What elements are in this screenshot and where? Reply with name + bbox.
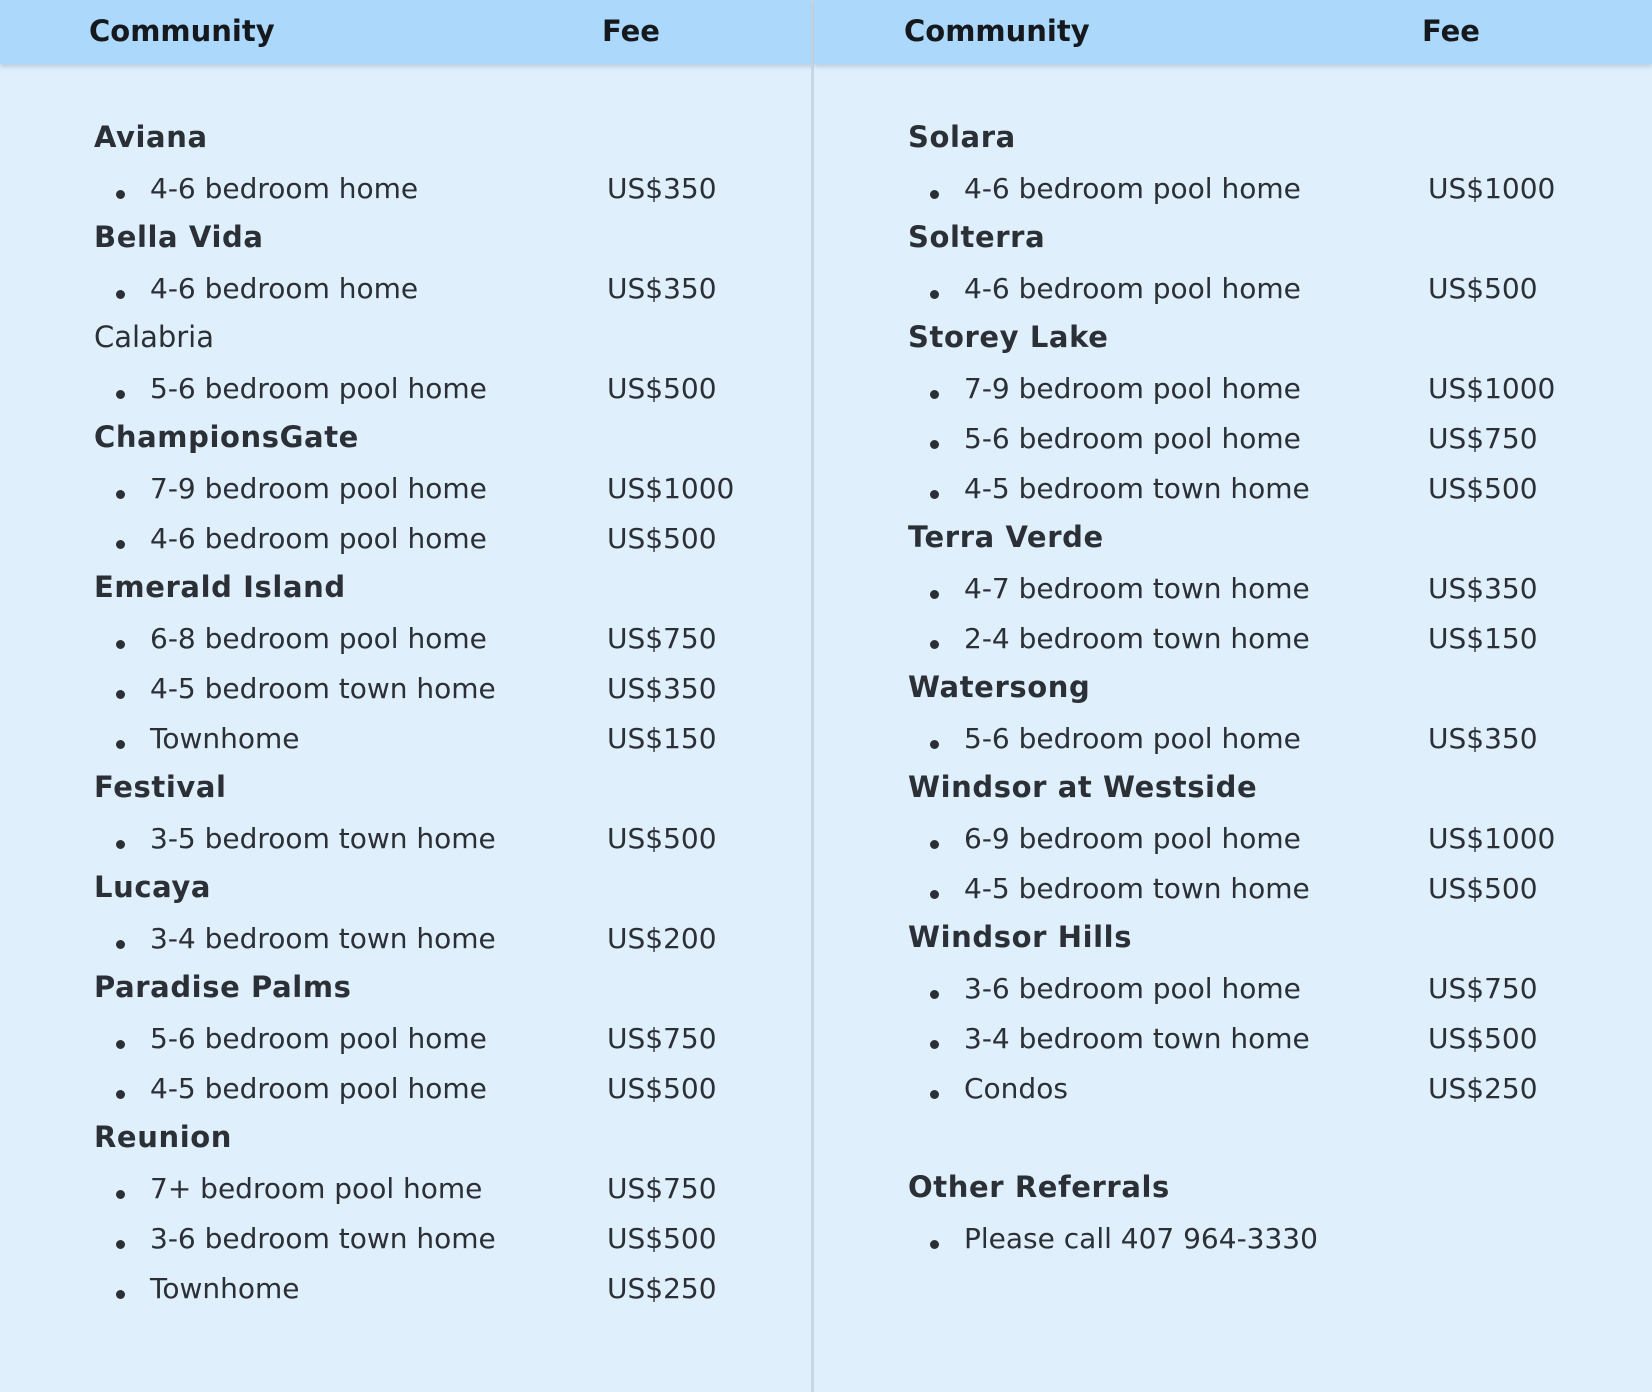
home-type-label: 3-6 bedroom pool home — [964, 972, 1301, 1005]
bullet-icon — [930, 190, 939, 199]
community-name: Calabria — [94, 320, 215, 354]
home-type-label: Townhome — [150, 1272, 300, 1305]
bullet-icon — [116, 1040, 125, 1049]
home-type-label: 4-6 bedroom pool home — [150, 522, 487, 555]
home-type-row — [0, 264, 812, 314]
fee-value: US$350 — [607, 272, 717, 305]
home-type-label: 4-5 bedroom town home — [964, 472, 1310, 505]
home-type-row — [814, 464, 1652, 514]
community-name: ChampionsGate — [94, 420, 359, 454]
fee-value: US$350 — [1428, 572, 1538, 605]
left-column — [0, 0, 812, 1392]
bullet-icon — [116, 1290, 125, 1299]
fee-value: US$750 — [607, 1172, 717, 1205]
fee-value: US$500 — [1428, 1022, 1538, 1055]
community-heading-row — [0, 114, 812, 164]
bullet-icon — [930, 290, 939, 299]
fee-value: US$1000 — [607, 472, 735, 505]
home-type-label: 4-5 bedroom pool home — [150, 1072, 487, 1105]
home-type-row — [0, 714, 812, 764]
community-name: Aviana — [94, 120, 208, 154]
home-type-label: 3-4 bedroom town home — [964, 1022, 1310, 1055]
community-name: Windsor Hills — [908, 920, 1133, 954]
community-column-heading: Community — [904, 14, 1090, 48]
home-type-row — [814, 714, 1652, 764]
bullet-icon — [930, 840, 939, 849]
right-column — [814, 0, 1652, 1392]
fee-value: US$1000 — [1428, 372, 1556, 405]
bullet-icon — [930, 390, 939, 399]
home-type-label: 4-5 bedroom town home — [964, 872, 1310, 905]
home-type-row — [0, 814, 812, 864]
community-heading-row — [0, 964, 812, 1014]
home-type-row — [814, 864, 1652, 914]
home-type-row — [0, 1014, 812, 1064]
home-type-label: 6-9 bedroom pool home — [964, 822, 1301, 855]
home-type-row — [814, 414, 1652, 464]
home-type-label: Please call 407 964-3330 — [964, 1222, 1318, 1255]
bullet-icon — [930, 740, 939, 749]
home-type-label: 7-9 bedroom pool home — [150, 472, 487, 505]
bullet-icon — [930, 590, 939, 599]
fee-value: US$1000 — [1428, 172, 1556, 205]
fee-value: US$250 — [1428, 1072, 1538, 1105]
home-type-label: 3-4 bedroom town home — [150, 922, 496, 955]
home-type-row — [0, 1064, 812, 1114]
home-type-label: 4-5 bedroom town home — [150, 672, 496, 705]
home-type-row — [814, 264, 1652, 314]
home-type-label: Townhome — [150, 722, 300, 755]
fee-value: US$150 — [1428, 622, 1538, 655]
home-type-label: Condos — [964, 1072, 1068, 1105]
bullet-icon — [116, 290, 125, 299]
bullet-icon — [116, 940, 125, 949]
fee-value: US$500 — [1428, 472, 1538, 505]
fee-value: US$350 — [1428, 722, 1538, 755]
home-type-row — [0, 1214, 812, 1264]
fee-value: US$350 — [607, 672, 717, 705]
home-type-row — [0, 514, 812, 564]
home-type-label: 7-9 bedroom pool home — [964, 372, 1301, 405]
home-type-row — [0, 1164, 812, 1214]
community-name: Other Referrals — [908, 1170, 1170, 1204]
home-type-row — [0, 164, 812, 214]
community-name: Windsor at Westside — [908, 770, 1258, 804]
column-header — [814, 0, 1652, 64]
bullet-icon — [116, 1190, 125, 1199]
home-type-row — [814, 364, 1652, 414]
fee-value: US$250 — [607, 1272, 717, 1305]
fee-value: US$750 — [607, 622, 717, 655]
community-name: Emerald Island — [94, 570, 346, 604]
community-name: Storey Lake — [908, 320, 1109, 354]
home-type-label: 4-6 bedroom home — [150, 272, 419, 305]
community-list — [0, 114, 812, 1314]
bullet-icon — [116, 1090, 125, 1099]
bullet-icon — [116, 1240, 125, 1249]
home-type-label: 5-6 bedroom pool home — [150, 372, 487, 405]
home-type-row — [814, 1214, 1652, 1264]
community-name: Terra Verde — [908, 520, 1104, 554]
community-heading-row — [814, 114, 1652, 164]
bullet-icon — [116, 690, 125, 699]
fee-value: US$500 — [1428, 272, 1538, 305]
home-type-label: 4-7 bedroom town home — [964, 572, 1310, 605]
fee-value: US$750 — [1428, 422, 1538, 455]
community-list — [814, 114, 1652, 1264]
community-heading-row — [0, 214, 812, 264]
bullet-icon — [116, 540, 125, 549]
home-type-label: 4-6 bedroom home — [150, 172, 419, 205]
bullet-icon — [930, 1240, 939, 1249]
bullet-icon — [930, 1040, 939, 1049]
home-type-label: 5-6 bedroom pool home — [964, 722, 1301, 755]
home-type-label: 6-8 bedroom pool home — [150, 622, 487, 655]
home-type-label: 5-6 bedroom pool home — [964, 422, 1301, 455]
bullet-icon — [116, 640, 125, 649]
bullet-icon — [930, 440, 939, 449]
fee-column-heading: Fee — [602, 14, 660, 48]
home-type-label: 4-6 bedroom pool home — [964, 172, 1301, 205]
bullet-icon — [116, 390, 125, 399]
home-type-label: 3-6 bedroom town home — [150, 1222, 496, 1255]
community-heading-row — [814, 914, 1652, 964]
bullet-icon — [930, 990, 939, 999]
fee-value: US$150 — [607, 722, 717, 755]
bullet-icon — [930, 1090, 939, 1099]
home-type-row — [0, 464, 812, 514]
home-type-row — [814, 164, 1652, 214]
home-type-row — [814, 814, 1652, 864]
community-heading-row — [0, 864, 812, 914]
fee-value: US$350 — [607, 172, 717, 205]
home-type-label: 3-5 bedroom town home — [150, 822, 496, 855]
community-heading-row — [0, 1114, 812, 1164]
community-column-heading: Community — [89, 14, 275, 48]
community-heading-row — [0, 564, 812, 614]
home-type-label: 7+ bedroom pool home — [150, 1172, 483, 1205]
community-name: Reunion — [94, 1120, 232, 1154]
home-type-label: 5-6 bedroom pool home — [150, 1022, 487, 1055]
home-type-row — [0, 614, 812, 664]
bullet-icon — [116, 740, 125, 749]
bullet-icon — [930, 490, 939, 499]
fee-value: US$750 — [1428, 972, 1538, 1005]
home-type-row — [0, 914, 812, 964]
community-heading-row — [814, 664, 1652, 714]
home-type-row — [814, 564, 1652, 614]
fee-value: US$500 — [607, 822, 717, 855]
community-name: Festival — [94, 770, 227, 804]
home-type-row — [0, 364, 812, 414]
community-heading-row — [814, 764, 1652, 814]
fee-value: US$200 — [607, 922, 717, 955]
community-name: Paradise Palms — [94, 970, 352, 1004]
community-heading-row — [814, 514, 1652, 564]
bullet-icon — [930, 640, 939, 649]
community-name: Lucaya — [94, 870, 212, 904]
fee-value: US$500 — [607, 522, 717, 555]
community-name: Watersong — [908, 670, 1091, 704]
community-name: Solara — [908, 120, 1016, 154]
community-heading-row — [814, 214, 1652, 264]
fee-value: US$500 — [1428, 872, 1538, 905]
fee-column-heading: Fee — [1422, 14, 1480, 48]
fee-value: US$1000 — [1428, 822, 1556, 855]
community-heading-row — [814, 1164, 1652, 1214]
community-heading-row — [0, 764, 812, 814]
fee-value: US$500 — [607, 372, 717, 405]
home-type-label: 4-6 bedroom pool home — [964, 272, 1301, 305]
fee-value: US$500 — [607, 1222, 717, 1255]
spacer-row — [814, 1114, 1652, 1164]
home-type-label: 2-4 bedroom town home — [964, 622, 1310, 655]
fee-value: US$500 — [607, 1072, 717, 1105]
home-type-row — [0, 664, 812, 714]
fee-value: US$750 — [607, 1022, 717, 1055]
column-header — [0, 0, 812, 64]
community-heading-row — [0, 414, 812, 464]
bullet-icon — [116, 490, 125, 499]
community-name: Bella Vida — [94, 220, 264, 254]
bullet-icon — [930, 890, 939, 899]
bullet-icon — [116, 190, 125, 199]
home-type-row — [0, 1264, 812, 1314]
home-type-row — [814, 1064, 1652, 1114]
home-type-row — [814, 614, 1652, 664]
home-type-row — [814, 964, 1652, 1014]
community-heading-row — [814, 314, 1652, 364]
home-type-row — [814, 1014, 1652, 1064]
bullet-icon — [116, 840, 125, 849]
community-heading-row — [0, 314, 812, 364]
community-name: Solterra — [908, 220, 1046, 254]
